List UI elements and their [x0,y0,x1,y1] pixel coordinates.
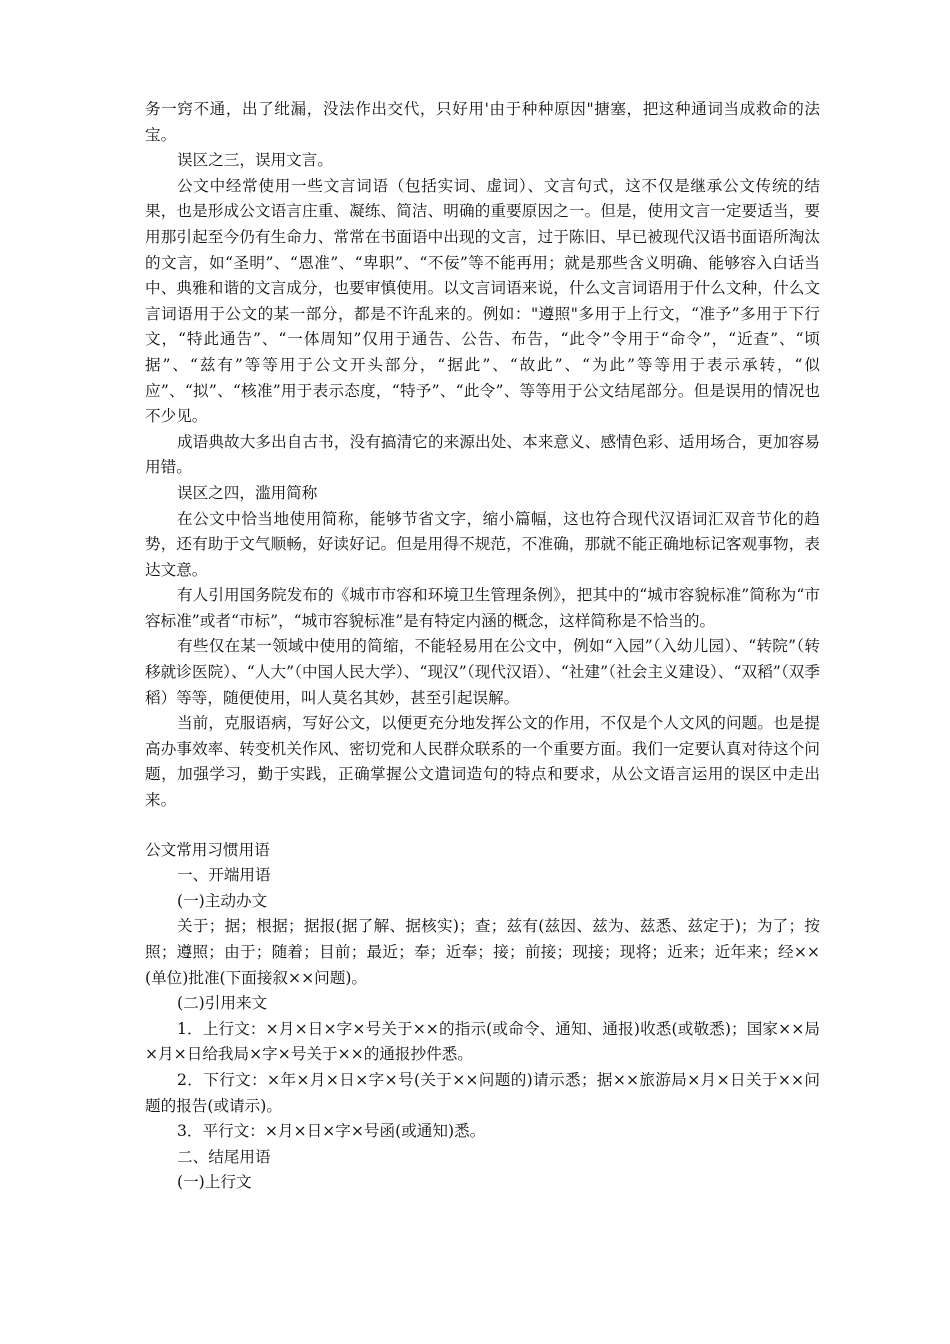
list-item-parallel: 3．平行文：×月×日×字×号函(或通知)悉。 [177,1122,486,1141]
paragraph-abbreviations: 在公文中恰当地使用简称，能够节省文字，缩小篇幅，这也符合现代汉语词汇双音节化的趋势，还有助于文气顺畅，好读好记。但是用得不规范，不准确，那就不能正确地标记客观事物，表达文意。 [145,509,820,579]
list-item-upward: 1．上行文：×月×日×字×号关于××的指示(或命令、通知、通报)收悉(或敬悉)；国家××局×月×日给我局×字×号关于××的通报抄件悉。 [145,1019,820,1064]
list-item-downward: 2．下行文：×年×月×日×字×号(关于××问题的)请示悉；据××旅游局×月×日关于××问题的报告(或请示)。 [145,1070,820,1115]
paragraph-domain-abbreviations: 有些仅在某一领域中使用的简缩，不能轻易用在公文中，例如“入园”（入幼儿园）、“转院”（转移就诊医院）、“人大”（中国人民大学）、“现汉”（现代汉语）、“社建”（社会主义建设）、“双稻”（双季稻）等等，随便使用，叫人莫名其妙，甚至引起误解。 [145,637,820,707]
paragraph-abbreviation-example: 有人引用国务院发布的《城市市容和环境卫生管理条例》，把其中的“城市容貌标准”简称为“市容标准”或者“市标”，“城市容貌标准”是有特定内涵的概念，这样简称是不恰当的。 [145,586,820,630]
paragraph-conclusion: 当前，克服语病，写好公文，以便更充分地发挥公文的作用，不仅是个人文风的问题。也是提高办事效率、转变机关作风、密切党和人民群众联系的一个重要方面。我们一定要认真对待这个问题，加强学习，勤于实践，正确掌握公文遣词造句的特点和要求，从公文语言运用的误区中走出来。 [145,714,820,810]
subheading-cited-documents: (二)引用来文 [177,994,268,1013]
section-title-common-phrases: 公文常用习惯用语 [145,840,270,859]
paragraph-classical-words: 公文中经常使用一些文言词语（包括实词、虚词）、文言句式，这不仅是继承公文传统的结果，也是形成公文语言庄重、凝练、简洁、明确的重要原因之一。但是，使用文言一定要适当，要用那引起至今仍有生命力、常常在书面语中出现的文言，过于陈旧、早已被现代汉语书面语所淘汰的文言，如“圣明”、“恩准”、“卑职”、“不佞”等不能再用；就是那些含义明确、能够容入白话当中、典雅和谐的文言成分，也要审慎使用。以文言词语来说，什么文言词语用于什么文种，什么文言词语用于公文的某一部分，都是不许乱来的。例如："遵照"多用于上行文，“准予”多用于下行文，“特此通告”、“一体周知”仅用于通告、公告、布告，“此令”令用于“命令”，“近查”、“顷据”、“兹有”等等用于公文开头部分，“据此”、“故此”、“为此”等等用于表示承转，“似应”、“拟”、“核准”用于表示态度，“特予”、“此令”、等等用于公文结尾部分。但是误用的情况也不少见。 [145,176,820,426]
heading-closing-phrases: 二、结尾用语 [177,1147,271,1166]
subheading-active-documents: (一)主动办文 [177,891,268,910]
paragraph-active-phrases: 关于；据；根据；据报(据了解、据核实)；查；兹有(兹因、兹为、兹悉、兹定于)；为了；按照；遵照；由于；随着；目前；最近；奉；近奉；接；前接；现接；现将；近来；近年来；经××(单位)批准(下面接叙××问题)。 [145,917,820,987]
heading-error-area-3: 误区之三，误用文言。 [177,151,333,170]
paragraph-idioms: 成语典故大多出自古书，没有搞清它的来源出处、本来意义、感情色彩、适用场合，更加容易用错。 [145,432,820,477]
subheading-upward-documents: (一)上行文 [177,1173,252,1192]
paragraph-intro-continuation: 务一窍不通，出了纰漏，没法作出交代，只好用'由于种种原因"搪塞，把这种通词当成救命的法宝。 [145,100,820,144]
blank-line [145,814,820,838]
heading-error-area-4: 误区之四，滥用简称 [177,483,318,502]
heading-opening-phrases: 一、开端用语 [177,866,271,885]
